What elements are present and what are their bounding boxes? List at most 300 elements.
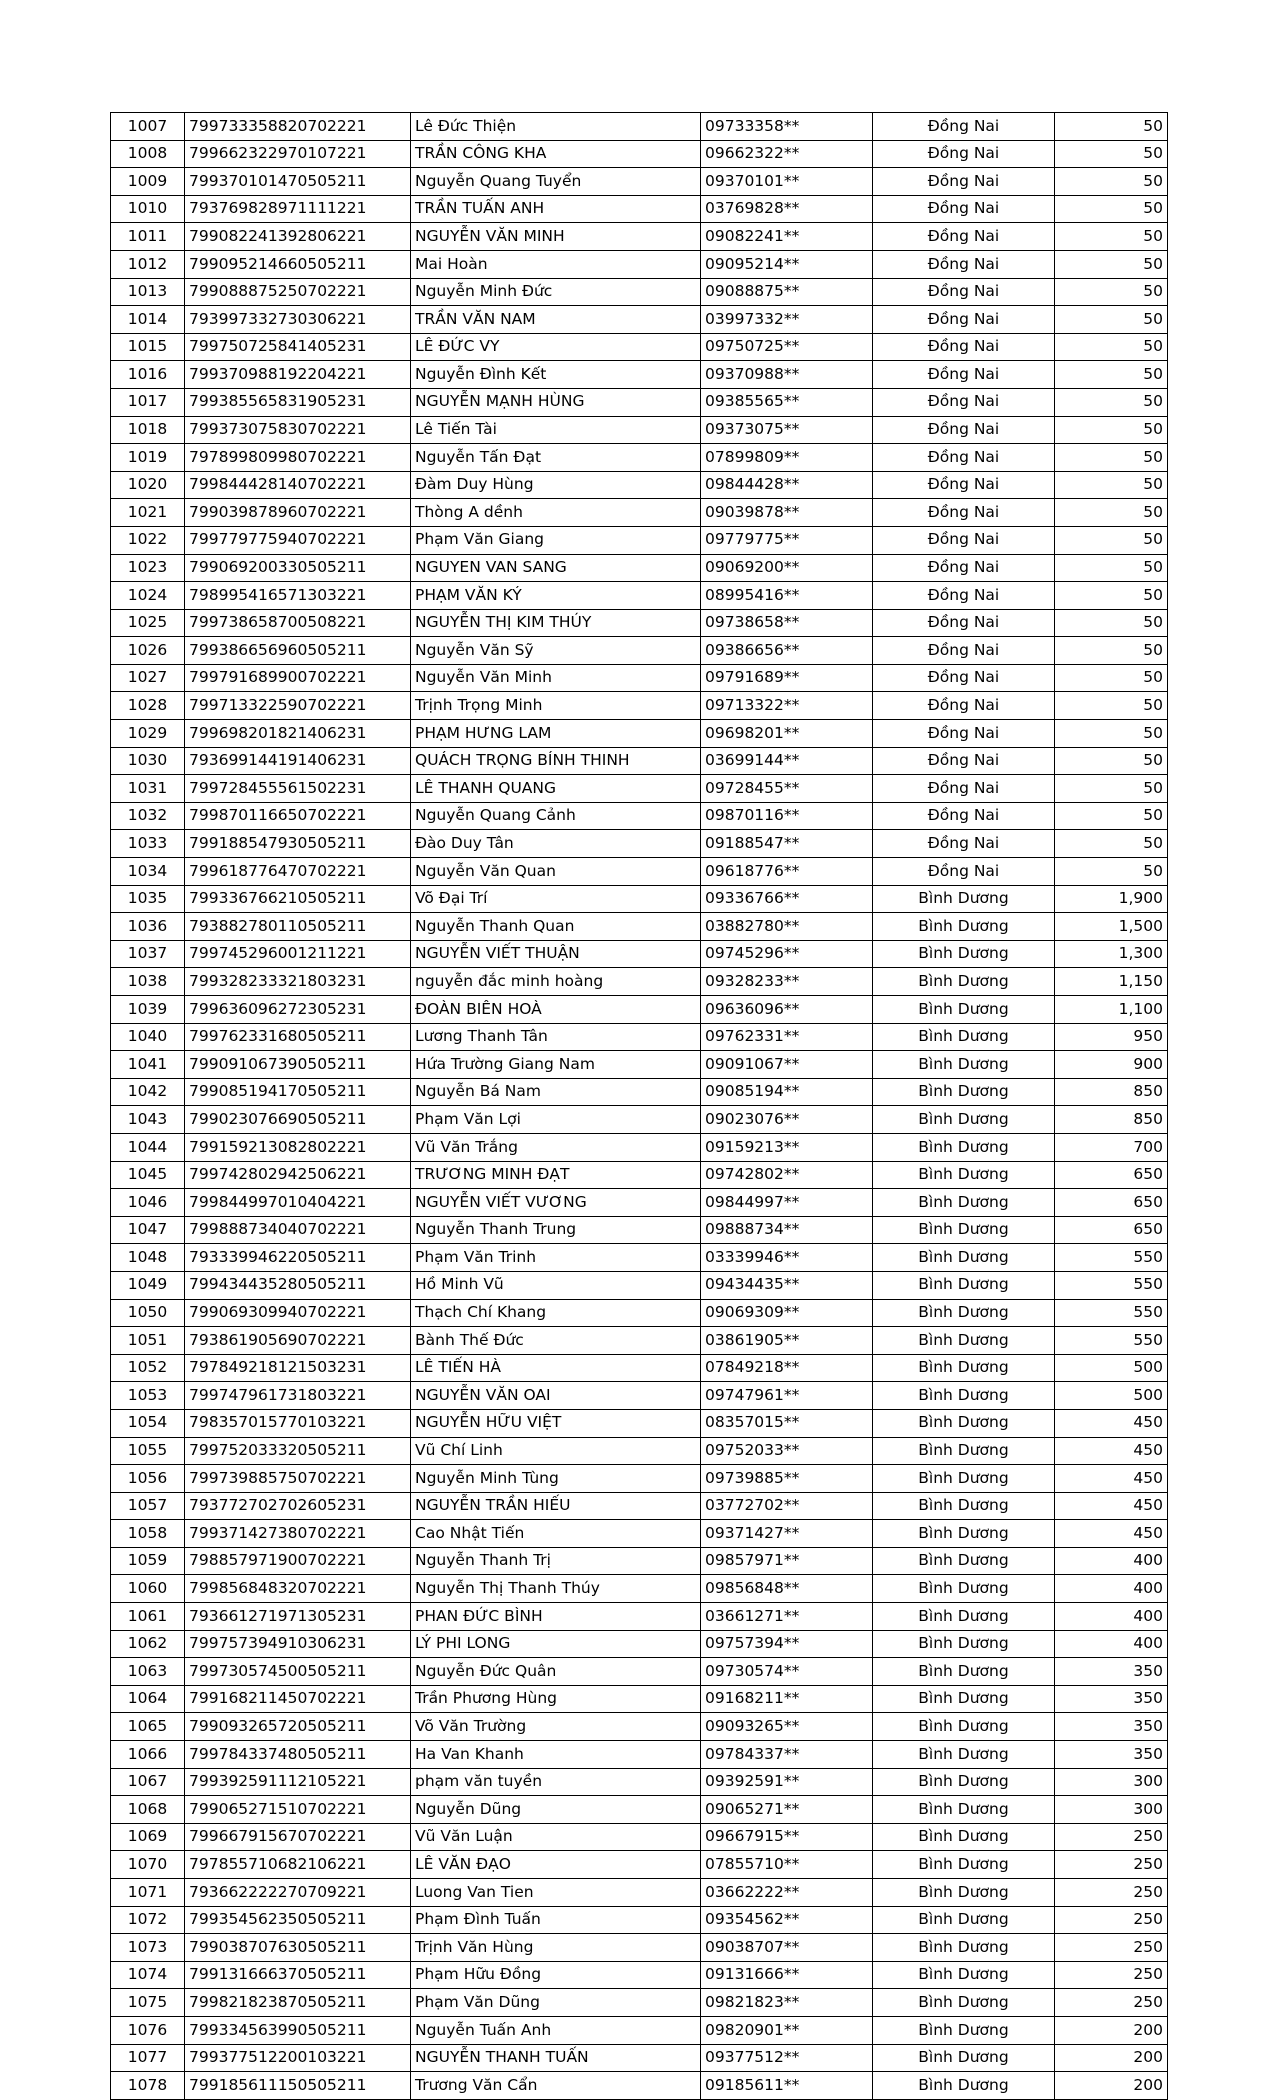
- table-row: [111, 1879, 1168, 1907]
- row-index: 1026: [111, 637, 185, 665]
- row-name: Hồ Minh Vũ: [411, 1271, 701, 1299]
- table-row: [111, 582, 1168, 610]
- row-index: 1032: [111, 802, 185, 830]
- row-code: 799385565831905231: [185, 388, 411, 416]
- table-row: [111, 1051, 1168, 1079]
- row-code: 799038707630505211: [185, 1934, 411, 1962]
- row-name: Nguyễn Thanh Trung: [411, 1216, 701, 1244]
- table-row: [111, 692, 1168, 720]
- row-province: Đồng Nai: [873, 278, 1055, 306]
- records-table: [110, 112, 1168, 2100]
- row-name: LÝ PHI LONG: [411, 1630, 701, 1658]
- row-province: Đồng Nai: [873, 692, 1055, 720]
- row-amount: 250: [1055, 1934, 1168, 1962]
- table-row: [111, 526, 1168, 554]
- table-row: [111, 444, 1168, 472]
- row-amount: 550: [1055, 1327, 1168, 1355]
- row-province: Đồng Nai: [873, 195, 1055, 223]
- row-phone: 09662322**: [701, 140, 873, 168]
- row-name: Phạm Hữu Đồng: [411, 1961, 701, 1989]
- row-index: 1052: [111, 1354, 185, 1382]
- table-row: [111, 1299, 1168, 1327]
- row-name: NGUYỄN HỮU VIỆT: [411, 1409, 701, 1437]
- row-phone: 09434435**: [701, 1271, 873, 1299]
- row-name: Trịnh Văn Hùng: [411, 1934, 701, 1962]
- table-row: [111, 1961, 1168, 1989]
- row-province: Bình Dương: [873, 1409, 1055, 1437]
- row-code: 799747961731803221: [185, 1382, 411, 1410]
- row-index: 1077: [111, 2044, 185, 2072]
- row-name: Phạm Văn Lợi: [411, 1106, 701, 1134]
- row-index: 1075: [111, 1989, 185, 2017]
- table-row: [111, 195, 1168, 223]
- row-name: phạm văn tuyền: [411, 1768, 701, 1796]
- row-province: Bình Dương: [873, 1741, 1055, 1769]
- row-phone: 08357015**: [701, 1409, 873, 1437]
- row-amount: 50: [1055, 499, 1168, 527]
- row-amount: 1,900: [1055, 885, 1168, 913]
- row-phone: 09095214**: [701, 250, 873, 278]
- table-row: [111, 609, 1168, 637]
- row-name: LÊ TIẾN HÀ: [411, 1354, 701, 1382]
- row-code: 797849218121503231: [185, 1354, 411, 1382]
- row-code: 799091067390505211: [185, 1051, 411, 1079]
- row-index: 1043: [111, 1106, 185, 1134]
- row-name: Mai Hoàn: [411, 250, 701, 278]
- row-code: 799373075830702221: [185, 416, 411, 444]
- row-phone: 09820901**: [701, 2016, 873, 2044]
- row-code: 793699144191406231: [185, 747, 411, 775]
- row-name: TRẦN TUẤN ANH: [411, 195, 701, 223]
- row-phone: 09088875**: [701, 278, 873, 306]
- table-row: [111, 1630, 1168, 1658]
- table-row: [111, 499, 1168, 527]
- row-index: 1028: [111, 692, 185, 720]
- row-index: 1018: [111, 416, 185, 444]
- row-index: 1068: [111, 1796, 185, 1824]
- row-phone: 09742802**: [701, 1161, 873, 1189]
- row-index: 1049: [111, 1271, 185, 1299]
- row-amount: 50: [1055, 140, 1168, 168]
- row-code: 799386656960505211: [185, 637, 411, 665]
- row-province: Đồng Nai: [873, 140, 1055, 168]
- row-code: 799779775940702221: [185, 526, 411, 554]
- row-province: Đồng Nai: [873, 802, 1055, 830]
- row-province: Đồng Nai: [873, 609, 1055, 637]
- row-name: Phạm Văn Trinh: [411, 1244, 701, 1272]
- row-phone: 09039878**: [701, 499, 873, 527]
- row-amount: 50: [1055, 802, 1168, 830]
- row-index: 1010: [111, 195, 185, 223]
- row-code: 799730574500505211: [185, 1658, 411, 1686]
- row-name: NGUYEN VAN SANG: [411, 554, 701, 582]
- row-amount: 650: [1055, 1161, 1168, 1189]
- row-amount: 50: [1055, 113, 1168, 141]
- row-province: Đồng Nai: [873, 499, 1055, 527]
- row-code: 799377512200103221: [185, 2044, 411, 2072]
- row-province: Bình Dương: [873, 2044, 1055, 2072]
- table-row: [111, 306, 1168, 334]
- row-index: 1061: [111, 1603, 185, 1631]
- row-province: Bình Dương: [873, 1713, 1055, 1741]
- row-code: 799636096272305231: [185, 996, 411, 1024]
- table-row: [111, 2044, 1168, 2072]
- row-code: 799784337480505211: [185, 1741, 411, 1769]
- row-name: Thạch Chí Khang: [411, 1299, 701, 1327]
- table-row: [111, 1796, 1168, 1824]
- row-index: 1041: [111, 1051, 185, 1079]
- row-name: NGUYỄN VIẾT VƯƠNG: [411, 1189, 701, 1217]
- table-row: [111, 1547, 1168, 1575]
- row-phone: 09168211**: [701, 1685, 873, 1713]
- row-amount: 350: [1055, 1741, 1168, 1769]
- row-code: 799168211450702221: [185, 1685, 411, 1713]
- row-amount: 700: [1055, 1133, 1168, 1161]
- row-phone: 09023076**: [701, 1106, 873, 1134]
- row-index: 1053: [111, 1382, 185, 1410]
- row-phone: 09870116**: [701, 802, 873, 830]
- row-name: PHẠM HƯNG LAM: [411, 720, 701, 748]
- row-province: Đồng Nai: [873, 416, 1055, 444]
- row-index: 1058: [111, 1520, 185, 1548]
- row-phone: 09784337**: [701, 1741, 873, 1769]
- row-name: Hứa Trường Giang Nam: [411, 1051, 701, 1079]
- table-row: [111, 1189, 1168, 1217]
- row-province: Bình Dương: [873, 1244, 1055, 1272]
- row-code: 799336766210505211: [185, 885, 411, 913]
- row-name: Đào Duy Tân: [411, 830, 701, 858]
- row-name: Vũ Chí Linh: [411, 1437, 701, 1465]
- row-name: Nguyễn Minh Đức: [411, 278, 701, 306]
- row-name: Nguyễn Văn Sỹ: [411, 637, 701, 665]
- row-phone: 09844997**: [701, 1189, 873, 1217]
- row-amount: 950: [1055, 1023, 1168, 1051]
- row-code: 799750725841405231: [185, 333, 411, 361]
- row-amount: 400: [1055, 1575, 1168, 1603]
- row-province: Đồng Nai: [873, 637, 1055, 665]
- row-index: 1073: [111, 1934, 185, 1962]
- row-phone: 09762331**: [701, 1023, 873, 1051]
- row-code: 799095214660505211: [185, 250, 411, 278]
- row-amount: 50: [1055, 250, 1168, 278]
- row-index: 1027: [111, 664, 185, 692]
- row-amount: 350: [1055, 1713, 1168, 1741]
- row-code: 799888734040702221: [185, 1216, 411, 1244]
- row-code: 799434435280505211: [185, 1271, 411, 1299]
- row-code: 799821823870505211: [185, 1989, 411, 2017]
- row-amount: 50: [1055, 388, 1168, 416]
- row-name: Nguyễn Thanh Quan: [411, 913, 701, 941]
- row-code: 799334563990505211: [185, 2016, 411, 2044]
- row-phone: 09747961**: [701, 1382, 873, 1410]
- row-index: 1033: [111, 830, 185, 858]
- table-row: [111, 1106, 1168, 1134]
- table-row: [111, 830, 1168, 858]
- table-row: [111, 720, 1168, 748]
- row-name: Nguyễn Văn Quan: [411, 858, 701, 886]
- row-code: 799745296001211221: [185, 940, 411, 968]
- row-amount: 250: [1055, 1879, 1168, 1907]
- row-name: NGUYỄN TRẦN HIẾU: [411, 1492, 701, 1520]
- row-index: 1015: [111, 333, 185, 361]
- row-province: Bình Dương: [873, 1658, 1055, 1686]
- row-code: 799159213082802221: [185, 1133, 411, 1161]
- table-row: [111, 1023, 1168, 1051]
- row-index: 1014: [111, 306, 185, 334]
- table-row: [111, 1603, 1168, 1631]
- row-name: NGUYỄN THỊ KIM THÚY: [411, 609, 701, 637]
- row-phone: 03661271**: [701, 1603, 873, 1631]
- row-phone: 09739885**: [701, 1465, 873, 1493]
- table-row: [111, 637, 1168, 665]
- table-row: [111, 1216, 1168, 1244]
- row-name: Nguyễn Văn Minh: [411, 664, 701, 692]
- row-amount: 50: [1055, 664, 1168, 692]
- row-name: Nguyễn Dũng: [411, 1796, 701, 1824]
- row-phone: 09370101**: [701, 168, 873, 196]
- row-phone: 03699144**: [701, 747, 873, 775]
- row-index: 1064: [111, 1685, 185, 1713]
- row-index: 1011: [111, 223, 185, 251]
- row-phone: 09728455**: [701, 775, 873, 803]
- row-amount: 50: [1055, 195, 1168, 223]
- row-phone: 09738658**: [701, 609, 873, 637]
- row-code: 799762331680505211: [185, 1023, 411, 1051]
- table-row: [111, 1271, 1168, 1299]
- row-province: Bình Dương: [873, 1879, 1055, 1907]
- row-phone: 09085194**: [701, 1078, 873, 1106]
- row-phone: 09713322**: [701, 692, 873, 720]
- row-index: 1076: [111, 2016, 185, 2044]
- row-phone: 09069309**: [701, 1299, 873, 1327]
- row-phone: 03882780**: [701, 913, 873, 941]
- row-province: Bình Dương: [873, 1106, 1055, 1134]
- row-name: Nguyễn Thanh Trị: [411, 1547, 701, 1575]
- row-name: Lê Đức Thiện: [411, 113, 701, 141]
- row-phone: 09745296**: [701, 940, 873, 968]
- row-phone: 09185611**: [701, 2072, 873, 2100]
- row-index: 1035: [111, 885, 185, 913]
- row-amount: 250: [1055, 1989, 1168, 2017]
- row-name: Phạm Văn Dũng: [411, 1989, 701, 2017]
- row-province: Bình Dương: [873, 1851, 1055, 1879]
- row-province: Bình Dương: [873, 1492, 1055, 1520]
- row-code: 799069309940702221: [185, 1299, 411, 1327]
- row-name: TRẦN VĂN NAM: [411, 306, 701, 334]
- table-row: [111, 747, 1168, 775]
- row-amount: 200: [1055, 2016, 1168, 2044]
- row-name: Vũ Văn Luận: [411, 1823, 701, 1851]
- row-index: 1023: [111, 554, 185, 582]
- row-amount: 300: [1055, 1768, 1168, 1796]
- row-name: Nguyễn Thị Thanh Thúy: [411, 1575, 701, 1603]
- row-code: 799188547930505211: [185, 830, 411, 858]
- row-code: 799392591112105221: [185, 1768, 411, 1796]
- row-province: Bình Dương: [873, 1961, 1055, 1989]
- row-name: Võ Văn Trường: [411, 1713, 701, 1741]
- row-code: 799728455561502231: [185, 775, 411, 803]
- table-row: [111, 416, 1168, 444]
- row-code: 793997332730306221: [185, 306, 411, 334]
- row-code: 798357015770103221: [185, 1409, 411, 1437]
- row-phone: 07849218**: [701, 1354, 873, 1382]
- row-index: 1060: [111, 1575, 185, 1603]
- row-phone: 09750725**: [701, 333, 873, 361]
- row-phone: 09698201**: [701, 720, 873, 748]
- row-amount: 250: [1055, 1961, 1168, 1989]
- row-amount: 50: [1055, 830, 1168, 858]
- row-amount: 500: [1055, 1382, 1168, 1410]
- row-code: 799752033320505211: [185, 1437, 411, 1465]
- row-amount: 200: [1055, 2044, 1168, 2072]
- row-phone: 09354562**: [701, 1906, 873, 1934]
- table-row: [111, 1823, 1168, 1851]
- row-phone: 07855710**: [701, 1851, 873, 1879]
- row-amount: 1,150: [1055, 968, 1168, 996]
- row-amount: 50: [1055, 168, 1168, 196]
- row-index: 1031: [111, 775, 185, 803]
- row-name: Thòng A dềnh: [411, 499, 701, 527]
- row-province: Bình Dương: [873, 1437, 1055, 1465]
- row-phone: 09371427**: [701, 1520, 873, 1548]
- row-amount: 850: [1055, 1106, 1168, 1134]
- row-code: 799739885750702221: [185, 1465, 411, 1493]
- row-phone: 09038707**: [701, 1934, 873, 1962]
- table-row: [111, 1575, 1168, 1603]
- row-phone: 07899809**: [701, 444, 873, 472]
- row-province: Bình Dương: [873, 1216, 1055, 1244]
- row-name: NGUYỄN VIẾT THUẬN: [411, 940, 701, 968]
- row-code: 799618776470702221: [185, 858, 411, 886]
- row-amount: 400: [1055, 1630, 1168, 1658]
- row-phone: 09730574**: [701, 1658, 873, 1686]
- row-index: 1020: [111, 471, 185, 499]
- row-phone: 09093265**: [701, 1713, 873, 1741]
- row-index: 1042: [111, 1078, 185, 1106]
- row-phone: 09779775**: [701, 526, 873, 554]
- row-name: Lương Thanh Tân: [411, 1023, 701, 1051]
- row-province: Đồng Nai: [873, 250, 1055, 278]
- row-amount: 50: [1055, 637, 1168, 665]
- row-amount: 50: [1055, 526, 1168, 554]
- row-amount: 350: [1055, 1685, 1168, 1713]
- row-phone: 09618776**: [701, 858, 873, 886]
- table-row: [111, 1685, 1168, 1713]
- row-amount: 50: [1055, 609, 1168, 637]
- row-code: 799738658700508221: [185, 609, 411, 637]
- row-amount: 250: [1055, 1823, 1168, 1851]
- row-index: 1013: [111, 278, 185, 306]
- row-province: Bình Dương: [873, 1161, 1055, 1189]
- row-province: Bình Dương: [873, 1189, 1055, 1217]
- row-phone: 03997332**: [701, 306, 873, 334]
- row-amount: 650: [1055, 1189, 1168, 1217]
- row-index: 1050: [111, 1299, 185, 1327]
- row-amount: 50: [1055, 858, 1168, 886]
- row-index: 1078: [111, 2072, 185, 2100]
- row-code: 799093265720505211: [185, 1713, 411, 1741]
- table-row: [111, 940, 1168, 968]
- row-name: Nguyễn Đình Kết: [411, 361, 701, 389]
- table-row: [111, 1520, 1168, 1548]
- row-phone: 09336766**: [701, 885, 873, 913]
- table-row: [111, 913, 1168, 941]
- row-name: Nguyễn Quang Tuyển: [411, 168, 701, 196]
- row-name: Lê Tiến Tài: [411, 416, 701, 444]
- row-name: Đàm Duy Hùng: [411, 471, 701, 499]
- row-amount: 50: [1055, 416, 1168, 444]
- table-row: [111, 140, 1168, 168]
- row-index: 1057: [111, 1492, 185, 1520]
- row-name: Nguyễn Quang Cảnh: [411, 802, 701, 830]
- table-row: [111, 1934, 1168, 1962]
- table-row: [111, 1741, 1168, 1769]
- row-index: 1007: [111, 113, 185, 141]
- row-name: nguyễn đắc minh hoàng: [411, 968, 701, 996]
- row-index: 1008: [111, 140, 185, 168]
- row-province: Đồng Nai: [873, 444, 1055, 472]
- row-province: Bình Dương: [873, 1575, 1055, 1603]
- row-province: Bình Dương: [873, 2072, 1055, 2100]
- row-code: 793769828971111221: [185, 195, 411, 223]
- row-name: PHẠM VĂN KÝ: [411, 582, 701, 610]
- row-province: Đồng Nai: [873, 775, 1055, 803]
- row-amount: 900: [1055, 1051, 1168, 1079]
- row-phone: 09857971**: [701, 1547, 873, 1575]
- row-amount: 50: [1055, 775, 1168, 803]
- table-row: [111, 2072, 1168, 2100]
- row-province: Đồng Nai: [873, 747, 1055, 775]
- table-row: [111, 168, 1168, 196]
- row-index: 1062: [111, 1630, 185, 1658]
- row-amount: 250: [1055, 1906, 1168, 1934]
- row-code: 793882780110505211: [185, 913, 411, 941]
- row-code: 799698201821406231: [185, 720, 411, 748]
- row-name: Võ Đại Trí: [411, 885, 701, 913]
- row-province: Đồng Nai: [873, 306, 1055, 334]
- row-name: Trịnh Trọng Minh: [411, 692, 701, 720]
- table-row: [111, 554, 1168, 582]
- table-row: [111, 775, 1168, 803]
- row-index: 1036: [111, 913, 185, 941]
- row-index: 1009: [111, 168, 185, 196]
- row-code: 799069200330505211: [185, 554, 411, 582]
- row-phone: 03861905**: [701, 1327, 873, 1355]
- row-code: 799370988192204221: [185, 361, 411, 389]
- row-code: 799370101470505211: [185, 168, 411, 196]
- row-name: NGUYỄN THANH TUẤN: [411, 2044, 701, 2072]
- row-amount: 450: [1055, 1520, 1168, 1548]
- row-code: 799742802942506221: [185, 1161, 411, 1189]
- row-amount: 200: [1055, 2072, 1168, 2100]
- row-index: 1063: [111, 1658, 185, 1686]
- row-code: 799088875250702221: [185, 278, 411, 306]
- table-row: [111, 1658, 1168, 1686]
- row-amount: 50: [1055, 471, 1168, 499]
- row-code: 799039878960702221: [185, 499, 411, 527]
- row-phone: 09636096**: [701, 996, 873, 1024]
- row-name: Cao Nhật Tiến: [411, 1520, 701, 1548]
- row-phone: 09159213**: [701, 1133, 873, 1161]
- table-row: [111, 996, 1168, 1024]
- row-code: 799185611150505211: [185, 2072, 411, 2100]
- row-index: 1034: [111, 858, 185, 886]
- row-phone: 09091067**: [701, 1051, 873, 1079]
- row-phone: 03339946**: [701, 1244, 873, 1272]
- table-row: [111, 885, 1168, 913]
- row-amount: 50: [1055, 333, 1168, 361]
- row-code: 799733358820702221: [185, 113, 411, 141]
